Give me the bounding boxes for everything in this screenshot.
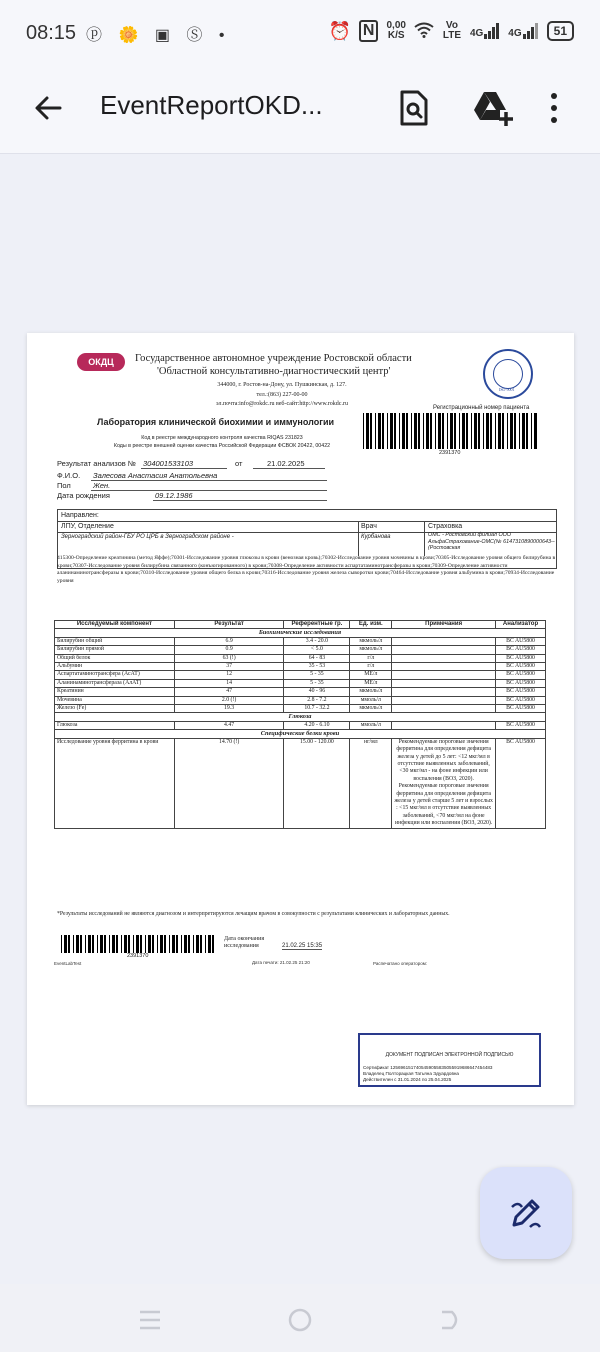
col-divider-2 (424, 521, 425, 556)
cell-name: Исследование уровня ферритина в крови (55, 738, 175, 828)
barcode-bar (414, 413, 417, 449)
sample-barcode (61, 935, 217, 953)
stamp-valid: Действителен с 31.01.2024 по 25.04.2025 (363, 1077, 452, 1082)
barcode-bar (100, 935, 103, 953)
cell-name: Глюкоза (55, 721, 175, 729)
cell-name: Аланинаминотрансфераза (АлАТ) (55, 679, 175, 687)
barcode-bar (423, 413, 424, 449)
barcode-bar (133, 935, 134, 953)
barcode-bar (462, 413, 465, 449)
barcode-bar (152, 935, 154, 953)
barcode-bar (502, 413, 504, 449)
cell-ref: 64 - 83 (284, 654, 350, 662)
doctor-label: Врач (361, 523, 377, 530)
net-speed-unit: K/S (387, 30, 405, 41)
status-bar (0, 0, 600, 68)
barcode-bar (109, 935, 110, 953)
cell-analyzer: BC AU5800 (496, 637, 546, 645)
barcode-bar (522, 413, 525, 449)
cell-note (392, 721, 496, 729)
barcode-bar (438, 413, 441, 449)
table-row (55, 654, 546, 662)
barcode-bar (519, 413, 520, 449)
barcode-bar (208, 935, 211, 953)
patient-barcode-number: 2391370 (439, 450, 461, 456)
dob-underline (153, 500, 327, 501)
barcode-bar (172, 935, 175, 953)
barcode-bar (181, 935, 182, 953)
cell-analyzer: BC AU5800 (496, 671, 546, 679)
dob-value: 09.12.1986 (155, 491, 193, 500)
section-title: Биохимические исследования (55, 629, 546, 637)
barcode-bar (447, 413, 448, 449)
barcode-bar (104, 935, 106, 953)
section-row (55, 629, 546, 637)
from-label: от (235, 459, 243, 468)
e-signature-stamp (358, 1033, 541, 1087)
barcode-bar (526, 413, 528, 449)
barcode-bar (478, 413, 480, 449)
cell-name: Аспартатаминотрансфера (АсАТ) (55, 671, 175, 679)
barcode-bar (454, 413, 456, 449)
barcode-bar (121, 935, 122, 953)
barcode-bar (80, 935, 82, 953)
barcode-bar (498, 413, 501, 449)
barcode-bar (73, 935, 74, 953)
section-title: Специфические белки крови (55, 730, 546, 738)
print-date: Дата печати: 21.02.25 21:20 (252, 960, 310, 965)
barcode-bar (531, 413, 532, 449)
cell-result: 14.70 (!) (174, 738, 284, 828)
barcode-bar (164, 935, 166, 953)
home-icon[interactable] (288, 1308, 312, 1337)
barcode-bar (124, 935, 127, 953)
barcode-bar (466, 413, 468, 449)
col-header: Референтные гр. (284, 621, 350, 629)
cell-note (392, 688, 496, 696)
org-address (127, 381, 437, 410)
col-header: Примечания (392, 621, 496, 629)
cell-analyzer: BC AU5800 (496, 663, 546, 671)
reg-number-label: Регистрационный номер пациента (433, 405, 530, 411)
cell-name: Мочевина (55, 696, 175, 704)
lab-report (27, 333, 574, 1105)
barcode-bar (430, 413, 432, 449)
table-row (55, 671, 546, 679)
barcode-bar (136, 935, 139, 953)
barcode-bar (196, 935, 199, 953)
barcode-bar (160, 935, 163, 953)
barcode-bar (387, 413, 388, 449)
cell-result: 4.47 (174, 721, 284, 729)
cell-name: Общий белок (55, 654, 175, 662)
document-title: EventReportOKD... (100, 90, 323, 120)
barcode-bar (145, 935, 146, 953)
fio-underline (91, 480, 327, 481)
quality-codes (57, 435, 387, 450)
pdf-page[interactable] (27, 333, 574, 1105)
barcode-bar (205, 935, 206, 953)
barcode-bar (88, 935, 91, 953)
cell-result: 63 (!) (174, 654, 284, 662)
barcode-bar (193, 935, 194, 953)
section-row (55, 713, 546, 721)
barcode-bar (507, 413, 508, 449)
result-number-label: Результат анализов № (57, 459, 136, 468)
net-speed (386, 21, 405, 41)
barcode-bar (394, 413, 396, 449)
referral-label: Направлен: (61, 512, 99, 519)
table-header-row (55, 621, 546, 629)
cell-note: Рекомендуемые пороговые значения ферритина для определения дефицита железа у детей до 5 лет: <12 мкг/мл в отсутствие выявленных заболеваний, <30 мкг/мл - на фоне инфекции или воспаления (ВОЗ, 2020). Рекомендуемые пороговые значения ферритина для определения дефицита железа у детей старше 5 лет и взрослых : <15 мкг/мл в отсутствие выявленных заболеваний, <70 мкг/мл на фоне инфекции или воспаления (ВОЗ, 2020). (392, 738, 496, 828)
fio-value: Залесова Анастасия Анатольевна (93, 471, 218, 480)
riqas-code: Код в реестре международного контроля качества RIQAS 231823 (141, 435, 303, 441)
fio-label: Ф.И.О. (57, 471, 81, 480)
cell-analyzer: BC AU5800 (496, 688, 546, 696)
cell-result: 2.0 (!) (174, 696, 284, 704)
okdc-logo: ОКДЦ (77, 353, 125, 371)
table-row (55, 696, 546, 704)
end-date-value: 21.02.25 15:35 (282, 943, 323, 949)
printed-by: Распечатано оператором: (373, 961, 428, 966)
more-vert-icon[interactable] (544, 88, 564, 128)
eventlab-label: EventLabTest (54, 961, 82, 966)
lte2-label: 4G (508, 28, 522, 39)
cell-ref: 40 - 96 (284, 688, 350, 696)
barcode-bar (61, 935, 62, 953)
barcode-bar (471, 413, 472, 449)
barcode-bar (378, 413, 381, 449)
cell-ref: 15.00 - 120.00 (284, 738, 350, 828)
results-body (55, 629, 546, 828)
barcode-bar (128, 935, 130, 953)
cell-note (392, 637, 496, 645)
cell-note (392, 679, 496, 687)
barcode-bar (116, 935, 118, 953)
cell-result: 12 (174, 671, 284, 679)
cell-unit: МЕ/л (350, 679, 392, 687)
cell-result: 47 (174, 688, 284, 696)
dob-label: Дата рождения (57, 491, 110, 500)
col-header: Ед. изм. (350, 621, 392, 629)
cell-ref: 35 - 53 (284, 663, 350, 671)
barcode-bar (64, 935, 67, 953)
barcode-bar (418, 413, 420, 449)
org-name-line2: 'Областной консультативно-диагностический центр' (157, 366, 391, 377)
status-time: 08:15 (26, 22, 77, 44)
barcode-bar (85, 935, 86, 953)
cell-unit: г/л (350, 663, 392, 671)
cell-result: 0.9 (174, 646, 284, 654)
table-row (55, 688, 546, 696)
barcode-bar (148, 935, 151, 953)
cell-ref: < 5.0 (284, 646, 350, 654)
cell-analyzer: BC AU5800 (496, 679, 546, 687)
cell-result: 6.9 (174, 637, 284, 645)
lpu-label: ЛПУ, Отделение (61, 523, 114, 530)
ordered-tests: 415300-Определение креатинина (метод Яффе);70301-Исследование уровня глюкозы в крови (венозная кровь);70302-Исследование уровня мочевины в крови;70305-Исследование уровня общего билирубина в крови;70307-Исследование уровня билирубина связанного (конъюгированного) в крови;70308-Определение активности аспартатаминотрансферазы в крови;70309-Определение активности аланинаминотрансферазы в крови;70310-Исследование уровня общего белка в крови;70316-Исследование уровня железа сыворотки крови;70464-Исследование уровня альбумина в крови;70934-Исследование уровня (57, 555, 556, 584)
barcode-bar (450, 413, 453, 449)
cell-analyzer: BC AU5800 (496, 705, 546, 713)
barcode-bar (176, 935, 178, 953)
cell-unit: ммоль/л (350, 721, 392, 729)
barcode-bar (402, 413, 405, 449)
cell-unit: ммоль/л (350, 696, 392, 704)
sex-value: Жен. (93, 481, 111, 490)
cell-note (392, 654, 496, 662)
cell-result: 14 (174, 679, 284, 687)
section-title: Глюкоза (55, 713, 546, 721)
cell-name: Альбумин (55, 663, 175, 671)
barcode-bar (375, 413, 376, 449)
barcode-bar (435, 413, 436, 449)
barcode-bar (97, 935, 98, 953)
section-row (55, 730, 546, 738)
cell-ref: 10.7 - 32.2 (284, 705, 350, 713)
barcode-bar (112, 935, 115, 953)
barcode-bar (212, 935, 214, 953)
signal-1-icon (470, 23, 500, 39)
result-date-underline (253, 468, 325, 469)
wifi-icon (414, 22, 434, 41)
cell-analyzer: BC AU5800 (496, 696, 546, 704)
barcode-bar (399, 413, 400, 449)
barcode-bar (426, 413, 429, 449)
nfc-icon: N (359, 20, 379, 42)
cell-result: 37 (174, 663, 284, 671)
volte-badge: Vo LTE (442, 20, 462, 41)
edit-fab[interactable] (480, 1167, 572, 1259)
lpu-value: Зерноградский район-ГБУ РО ЦРБ в Зерноградском районе - (61, 534, 234, 540)
cell-note (392, 705, 496, 713)
barcode-bar (486, 413, 489, 449)
barcode-bar (184, 935, 187, 953)
cell-ref: 5 - 35 (284, 671, 350, 679)
barcode-bar (382, 413, 384, 449)
iso-seal-icon (483, 349, 533, 399)
disclaimer: *Результаты исследований не являются диагнозом и интерпретируются лечащим врачом в совокупности с результатами клинических и лабораторных данных. (57, 911, 450, 917)
result-date: 21.02.2025 (267, 459, 305, 468)
referral-divider (58, 521, 556, 522)
status-right-icons (329, 20, 575, 42)
cell-note (392, 671, 496, 679)
phone-line: тел.:(863) 227-00-00 (256, 391, 308, 398)
address-line: 344000, г. Ростов-на-Дону, ул. Пушкинская, д. 127. (217, 382, 347, 388)
sex-label: Пол (57, 481, 71, 490)
cell-result: 19.3 (174, 705, 284, 713)
end-date-label: Дата окончания исследования (224, 936, 265, 949)
sample-barcode-number: 2391370 (127, 953, 149, 959)
cell-unit: г/л (350, 654, 392, 662)
cell-ref: 4.20 - 6.10 (284, 721, 350, 729)
iso-text: ISO 9001 (499, 387, 515, 392)
email-line: эл.почта:info@rokdc.ru веб-сайт:http://www.rokdc.ru (216, 401, 348, 407)
barcode-bar (411, 413, 412, 449)
patient-barcode (363, 413, 539, 449)
alarm-icon: ⏰ (328, 20, 351, 41)
insurance-label: Страховка (428, 523, 463, 530)
app-toolbar (0, 68, 600, 154)
drive-add-icon[interactable] (472, 88, 512, 128)
barcode-bar (514, 413, 516, 449)
sex-underline (91, 490, 327, 491)
back-nav-icon[interactable] (438, 1308, 462, 1337)
result-number: 304001533103 (143, 459, 194, 468)
cell-name: Креатинин (55, 688, 175, 696)
lab-title: Лаборатория клинической биохимии и иммунологии (97, 417, 335, 427)
stamp-title: ДОКУМЕНТ ПОДПИСАН ЭЛЕКТРОННОЙ ПОДПИСЬЮ (385, 1052, 514, 1058)
notification-icons: ⓟ 🌼 ▣ Ⓢ • (86, 27, 231, 44)
col-header: Исследуемый компонент (55, 621, 175, 629)
signal-2-icon (508, 23, 538, 39)
table-row (55, 705, 546, 713)
cell-unit: мкмоль/л (350, 646, 392, 654)
barcode-bar (76, 935, 79, 953)
cell-unit: мкмоль/л (350, 688, 392, 696)
table-row (55, 738, 546, 828)
barcode-bar (390, 413, 393, 449)
cell-ref: 2.8 - 7.2 (284, 696, 350, 704)
cell-name: Билирубин общий (55, 637, 175, 645)
cell-unit: нг/мл (350, 738, 392, 828)
barcode-bar (157, 935, 158, 953)
insurance-value: ОМС - Ростовский филиал ООО АльфаСтрахование-ОМС(№ 6147310890000643--(Ростовская (428, 532, 555, 551)
barcode-bar (140, 935, 142, 953)
iso-inner-ring (493, 359, 523, 389)
barcode-bar (534, 413, 537, 449)
doctor-value: Курбанова (361, 534, 391, 540)
barcode-bar (92, 935, 94, 953)
back-arrow-icon[interactable] (30, 90, 66, 126)
cell-analyzer: BC AU5800 (496, 654, 546, 662)
fsvok-code: Коды в реестре внешней оценки качества Российской Федерации ФСВОК 20422, 00422 (113, 442, 331, 449)
table-row (55, 721, 546, 729)
table-row (55, 646, 546, 654)
barcode-bar (442, 413, 444, 449)
barcode-bar (495, 413, 496, 449)
col-header: Результат (174, 621, 284, 629)
barcode-bar (490, 413, 492, 449)
cell-note (392, 646, 496, 654)
table-row (55, 679, 546, 687)
cell-unit: мкмоль/л (350, 637, 392, 645)
barcode-bar (483, 413, 484, 449)
barcode-bar (363, 413, 364, 449)
cell-analyzer: BC AU5800 (496, 721, 546, 729)
barcode-bar (510, 413, 513, 449)
cell-unit: мкмоль/л (350, 705, 392, 713)
system-nav-bar (0, 1284, 600, 1352)
cell-name: Билирубин прямой (55, 646, 175, 654)
cell-ref: 5 - 35 (284, 679, 350, 687)
barcode-bar (366, 413, 369, 449)
col-header: Анализатор (496, 621, 546, 629)
results-table (54, 620, 546, 829)
barcode-bar (68, 935, 70, 953)
cell-unit: МЕ/л (350, 671, 392, 679)
barcode-bar (200, 935, 202, 953)
cell-note (392, 663, 496, 671)
stamp-cert: Сертификат 1256961517405459055835055919686647454483 (363, 1065, 493, 1070)
battery-icon: 51 (547, 21, 574, 41)
document-search-icon[interactable] (394, 88, 434, 128)
cell-analyzer: BC AU5800 (496, 646, 546, 654)
barcode-bar (406, 413, 408, 449)
table-row (55, 637, 546, 645)
recents-icon[interactable] (138, 1308, 162, 1337)
barcode-bar (474, 413, 477, 449)
stamp-owner: Владелец Полторацкая Татьяна Эдуардовна (363, 1071, 459, 1076)
lte1-label: 4G (469, 28, 484, 39)
barcode-bar (188, 935, 190, 953)
cell-analyzer: BC AU5800 (496, 738, 546, 828)
result-number-underline (141, 468, 227, 469)
col-divider-1 (358, 521, 359, 556)
barcode-bar (169, 935, 170, 953)
cell-note (392, 696, 496, 704)
net-speed-value: 0,00 (386, 20, 406, 31)
cell-ref: 3.4 - 20.0 (284, 637, 350, 645)
cell-name: Железо (Fe) (55, 705, 175, 713)
org-name-line1: Государственное автономное учреждение Ростовской области (135, 353, 412, 364)
table-row (55, 663, 546, 671)
barcode-bar (459, 413, 460, 449)
barcode-bar (370, 413, 372, 449)
